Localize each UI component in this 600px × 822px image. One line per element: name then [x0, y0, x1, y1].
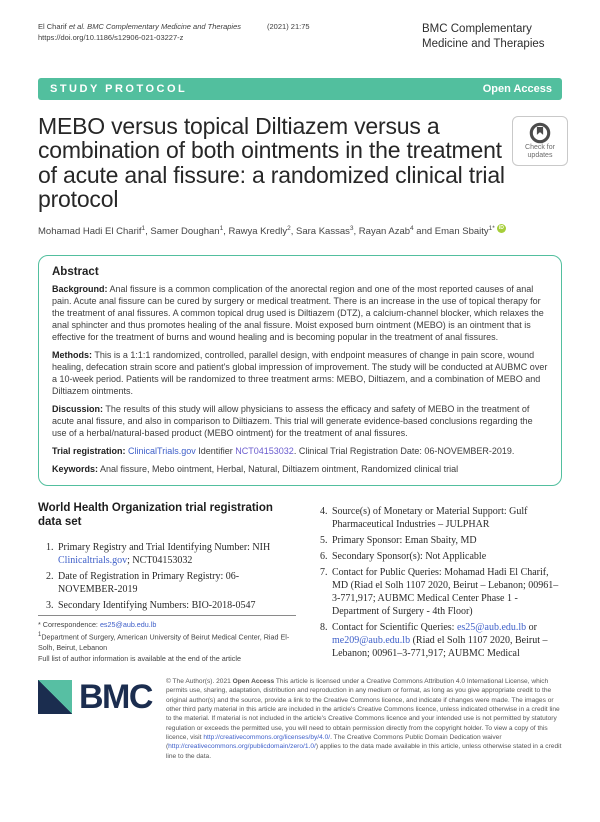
bmc-logo-text: BMC: [79, 677, 152, 716]
doi-text: https://doi.org/10.1186/s12906-021-03227-z: [38, 32, 184, 42]
abstract-discussion: Discussion: The results of this study will allow physicians to assess the efficacy and safety of MEBO in the treatment of acute anal fissure, and also in comparison to Diltiazem. This trial will generate evidence-based conclusions regarding the use of a herbal/natural-based product (MEBO ointment) for the treatment of anal fissures.: [52, 403, 533, 438]
list-item: 4. Source(s) of Monetary or Material Support: Gulf Pharmaceutical Industries – JULPHAR: [330, 505, 562, 531]
link[interactable]: me209@aub.edu.lb: [332, 634, 411, 646]
list-item: 6. Secondary Sponsor(s): Not Applicable: [330, 550, 562, 563]
abstract-methods: Methods: This is a 1:1:1 randomized, controlled, parallel design, with endpoint measures of change in pain score, wound healing, defecation strain score and patient's global impression of improvement. The study will be conducted at AUBMC over a 10-week period. Patients will be randomized to three treatment arms: MEBO, Diltiazem, and a combination of MEBO and Diltiazem ointments.: [52, 349, 548, 396]
who-section-heading: World Health Organization trial registration data set: [38, 501, 273, 528]
crossmark-bookmark-icon: [529, 122, 551, 144]
correspondence-footnote: [38, 615, 296, 665]
who-left-column: [38, 501, 296, 665]
badge-label: Check for updates: [525, 143, 555, 159]
abstract-background: Background: Anal fissure is a common complication of the anorectal region and one of the most reported causes of anal pain. Acute anal fissure can be cured by surgery or medical treatment. There is an increase in the use of topical therapy for the treatment of anal fissures. A common topical drug used is Diltiazem (DTZ), a calcium-channel blocker, which relaxes the anal sphincter and thus promotes healing of the anal fissure. Moist exposed burn ointment (MEBO) is an ointment that is effective for the treatment of burns and wound healing and is becoming popular in the treatment of anal fissures.: [52, 283, 544, 342]
link[interactable]: http://creativecommons.org/licenses/by/4.0/: [203, 734, 331, 742]
bmc-logo: [38, 677, 152, 716]
list-item: 2. Date of Registration in Primary Registry: 06-NOVEMBER-2019: [56, 570, 296, 596]
affiliation-line: $^1$Department of Surgery, American University of Beirut Medical Center, Riad El-Solh, Beirut, Lebanon: [38, 632, 290, 653]
author-name: Rawya Kredly: [228, 225, 288, 237]
publisher-footer: [38, 677, 562, 761]
author-name: Rayan Azab: [358, 225, 411, 237]
who-list-right: [312, 505, 562, 660]
who-list-left: [38, 541, 296, 615]
abstract-heading: Abstract: [52, 265, 99, 278]
list-item: 5. Primary Sponsor: Eman Sbaity, MD: [330, 534, 562, 547]
list-item: 7. Contact for Public Queries: Mohamad Hadi El Charif, MD (Riad el Solh 1107 2020, Beirut – Lebanon; 00961–3-771,917; AUBMC Medical Center Phase 1 - Department of Surgery - 4th Floor): [330, 566, 562, 618]
who-registration-section: [38, 501, 562, 665]
link[interactable]: es25@aub.edu.lb: [456, 621, 527, 633]
list-item: 1. Primary Registry and Trial Identifying Number: NIH Clinicaltrials.gov; NCT04153032: [56, 541, 296, 567]
author-name: Mohamad Hadi El Charif: [38, 225, 142, 237]
article-type-banner: [38, 78, 562, 100]
open-access-label: Open Access: [482, 82, 552, 95]
link[interactable]: http://creativecommons.org/publicdomain/zero/1.0/: [168, 743, 316, 751]
license-text: © The Author(s). 2021 Open Access This article is licensed under a Creative Commons Attribution 4.0 International License, which permits use, sharing, adaptation, distribution and reproduction in any medium or format, as long as you give appropriate credit to the original author(s) and the source, provide a link to the Creative Commons licence, and indicate if changes were made. The images or other third party material in this article are included in the article's Creative Commons licence, unless indicated otherwise in a credit line to the material. If material is not included in the article's Creative Commons licence and your intended use is not permitted by statutory regulation or exceeds the permitted use, you will need to obtain permission directly from the copyright holder. To view a copy of this licence, visit http://creativecommons.org/licenses/by/4.0/. The Creative Commons Public Domain Dedication waiver (http://creativecommons.org/publicdomain/zero/1.0/) applies to the data made available in this article, unless otherwise stated in a credit line to the data.: [165, 677, 562, 760]
link[interactable]: NCT04153032: [235, 445, 294, 456]
abstract-trial-registration: Trial registration: ClinicalTrials.gov Identifier NCT04153032. Clinical Trial Registration Date: 06-NOVEMBER-2019.: [52, 445, 515, 456]
abstract-keywords: Keywords: Anal fissure, Mebo ointment, Herbal, Natural, Diltiazem ointment, Randomized clinical trial: [52, 463, 459, 474]
orcid-icon[interactable]: iD: [498, 225, 504, 232]
list-item: 8. Contact for Scientific Queries: es25@aub.edu.lb or me209@aub.edu.lb (Riad el Solh 1107 2020, Beirut – Lebanon; 00961–3-771,917; AUBMC Medical: [330, 621, 562, 660]
authors-line: Mohamad Hadi El Charif$^1$, Samer Doughan$^1$, Rawya Kredly$^2$, Sara Kassas$^3$, Rayan Azab$^4$ and Eman Sbaity$^{1*}$ iD: [38, 224, 504, 237]
author-name: Samer Doughan: [150, 225, 220, 237]
article-title: MEBO versus topical Diltiazem versus a combination of both ointments in the treatment of acute anal fissure: a randomized clinical trial protocol: [38, 112, 505, 212]
list-item: 3. Secondary Identifying Numbers: BIO-2018-0547: [56, 599, 296, 612]
citation-line: El Charif et al. BMC Complementary Medicine and Therapies (2021) 21:75: [38, 22, 310, 31]
author-name: Sara Kassas: [296, 225, 350, 237]
page-header: [38, 22, 562, 52]
volume-info: (2021) 21:75: [267, 22, 310, 31]
author-info-note: Full list of author information is available at the end of the article: [38, 654, 241, 664]
study-protocol-label: STUDY PROTOCOL: [50, 82, 188, 95]
link[interactable]: es25@aub.edu.lb: [99, 620, 157, 630]
journal-name: BMC Complementary Medicine and Therapies: [422, 23, 545, 50]
link[interactable]: ClinicalTrials.gov: [128, 445, 196, 456]
abstract-box: [38, 255, 562, 486]
check-for-updates-badge[interactable]: [512, 116, 568, 166]
citation-block: [38, 22, 310, 44]
who-right-column: [312, 501, 562, 665]
author-name: Eman Sbaity: [434, 225, 489, 237]
bmc-logo-icon: [38, 680, 72, 714]
link[interactable]: Clinicaltrials.gov: [58, 555, 128, 567]
correspondence-line: * Correspondence: es25@aub.edu.lb: [38, 620, 157, 630]
